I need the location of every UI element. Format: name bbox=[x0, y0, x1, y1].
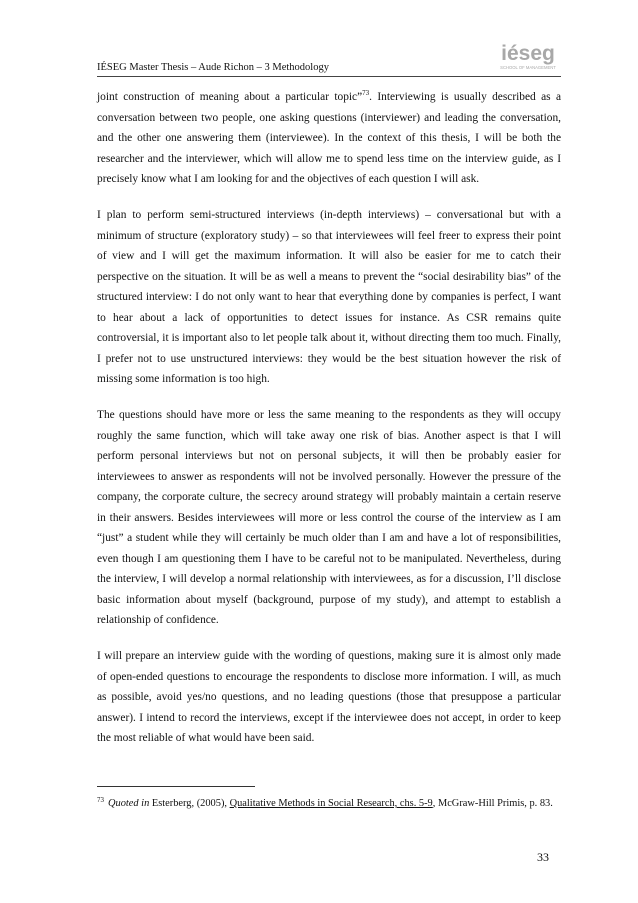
footnote-73: $^{73}$ Quoted in Esterberg, (2005), Qualitative Methods in Social Research, chs. 5-9, McGraw-Hill Primis, p. 83. bbox=[97, 795, 553, 809]
logo-wordmark: iéseg bbox=[501, 42, 555, 65]
footnote-number: 73 bbox=[97, 795, 104, 804]
body-text bbox=[97, 87, 561, 764]
paragraph-3: The questions should have more or less the same meaning to the respondents as they will occupy roughly the same function, which will take away one risk of bias. Another aspect is that I will perform personal interviews but not on personal subjects, it will then be probably easier for interviewees to answer as respondents will not be involved personally. However the pressure of the company, the corporate culture, the secrecy around strategy will probably maintain a certain reserve in their answers. Besides interviewees will more or less control the course of the interview as I am “just” a student while they will certainly be much older than I am and have a lot of responsibilities, even though I am questioning them I have to be careful not to be manipulated. Nevertheless, during the interview, I will develop a normal relationship with interviewees, as for a discussion, I’ll disclose basic information about myself (background, purpose of my study), and attempt to establish a relationship of confidence. bbox=[97, 409, 561, 626]
paragraph-1: joint construction of meaning about a particular topic”$^{73}$. Interviewing is usually described as a conversation between two people, one asking questions (interviewer) and leading the conversation, and the other one answering them (interviewee). In the context of this thesis, I will be both the researcher and the interviewer, which will allow me to spend less time on the interview guide, as I precisely know what I am looking for and the objectives of each question I will ask. bbox=[97, 89, 561, 185]
footnote-ref-73[interactable]: 73 bbox=[362, 89, 370, 98]
footnote-book-title: Qualitative Methods in Social Research, chs. 5-9 bbox=[229, 798, 433, 809]
logo-tagline: SCHOOL OF MANAGEMENT bbox=[500, 65, 556, 70]
paragraph-4: I will prepare an interview guide with the wording of questions, making sure it is almost only made of open-ended questions to encourage the respondents to disclose more information. I will, as much as possible, avoid yes/no questions, and no leading questions (those that presuppose a particular answer). I intend to record the interviews, except if the interviewee does not accept, in order to keep the most reliable of what would have been said. bbox=[97, 650, 561, 744]
running-title: IÉSEG Master Thesis – Aude Richon – 3 Methodology bbox=[97, 62, 329, 73]
page-header bbox=[97, 38, 561, 77]
footnote-separator bbox=[97, 786, 255, 787]
page-number: 33 bbox=[537, 850, 549, 864]
footnote-quoted: Quoted in bbox=[108, 798, 150, 809]
paragraph-2: I plan to perform semi-structured interviews (in-depth interviews) – conversational but with a minimum of structure (exploratory study) – so that interviewees will feel freer to express their point of view and I will get the maximum information. It will also be easier for me to catch their perspective on the situation. It will be as well a means to prevent the “social desirability bias” of the structured interview: I do not only want to hear that everything done by companies is perfect, I want to hear about a lack of opportunities to detect issues for instance. As CSR remains quite controversial, it is important also to let people talk about it, without directing them too much. Finally, I prefer not to use unstructured interviews: they would be the best situation however the risk of missing some information is too high. bbox=[97, 209, 561, 385]
ieseg-logo bbox=[497, 40, 559, 72]
